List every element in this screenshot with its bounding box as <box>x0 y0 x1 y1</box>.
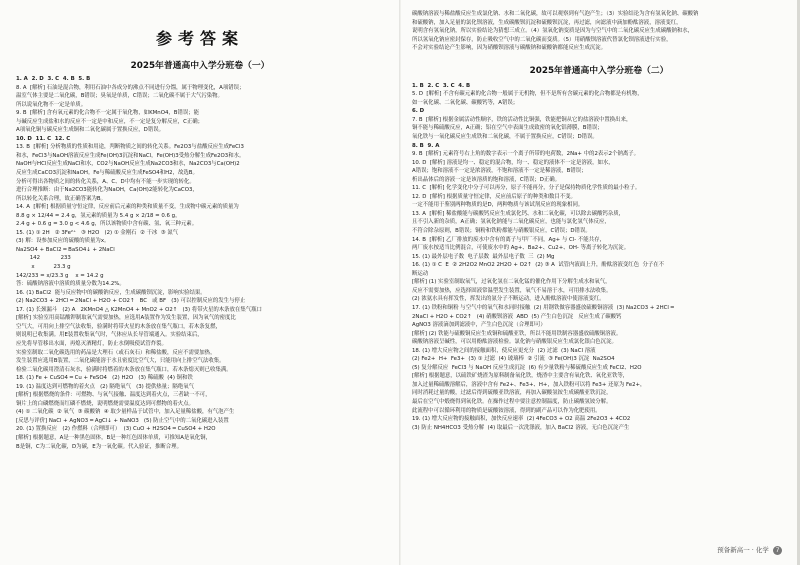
answer-line: 则说明已收集满。用E装置收集氧气时，气体应从长导管端通入。实验结束后， <box>16 332 203 339</box>
answer-line: [反思与评价] NaCl + AgNO3 ═ AgCl↓ + NaNO3 (5) 防止空气中的二氧化碳进入装置 <box>16 417 229 424</box>
answer-line: 9. B [解析] 元素符号右上角的数字表示一个离子所带的电荷数，2Na+ 中的2表示2个钠离子。 <box>412 151 640 158</box>
answer-line: [解析] 实验室用高锰酸钾制取氧气需要加热，应选用A装置作为发生装置，因为氧气的密度比 <box>16 315 236 322</box>
answer-title: 参考答案 <box>155 29 244 48</box>
answer-line: 说明含有氢氧化钠，所以实验结论为猜想三成立。（4）氢氧化钠变质是因为与空气中的二氧化碳反应生成碳酸钠和水， <box>412 28 694 35</box>
answer-line: 一定不能用于鉴别两种物质的是D，两种物质与该试剂反应的现象相同。 <box>412 202 584 209</box>
answer-line: 10. D [解析] 溶液是均一、稳定的混合物，均一、稳定的液体不一定是溶液，如水， <box>412 159 614 166</box>
answer-line: 反应生成CaCO3沉淀和NaOH。Fe与稀硫酸反应生成FeSO4和H2，故选B。 <box>16 170 198 177</box>
answer-line: x 23.3 g <box>16 264 71 271</box>
answer-line: 14. A [解析] 根据质量守恒定律，反应前后元素的种类和质量不变，生成物中碳元素的质量为 <box>16 204 239 211</box>
answer-line: 20. (1) 置换反应 (2) 作燃料（合理即可） (3) CuO + H2SO4 ═ CuSO4 + H2O <box>16 426 216 433</box>
answer-line: 142/233 = x/23.3 g x = 14.2 g <box>16 272 104 279</box>
answer-line: 1. A 2. D 3. C 4. B 5. B <box>16 76 91 82</box>
answer-line: 142 233 <box>16 255 71 262</box>
answer-line: 和硫酸钠，加入足量的氯化钡溶液，生成碳酸钡沉淀和硫酸钡沉淀，再过滤，向滤液中滴加酚酞溶液，溶液变红， <box>412 19 682 26</box>
answer-line: 6. D <box>412 108 425 115</box>
answer-line: [解析] (1) 实验室制取氧气，过氧化氢在二氧化锰的催化作用下分解生成水和氧气， <box>412 279 611 286</box>
answer-line: 1. B 2. C 3. C 4. B <box>412 82 471 89</box>
page-footer <box>717 545 782 555</box>
answer-line: 16. (1) BaCl2 能与反应物中的碳酸钠反应，生成碳酸钡沉淀，影响实验结果。 <box>16 289 206 296</box>
answer-line: 18. (1) Fe + CuSO4 ═ Cu + FeSO4 (2) H2O (3) 稀硫酸 (4) 铜和铁 <box>16 375 193 382</box>
answer-line: 进行合理推断：由于Na2CO3能转化为NaOH，Ca(OH)2能转化为CaCO3， <box>16 187 198 194</box>
answer-line: 16. (1) ① C E ② 2H2O2 MnO2 2H2O + O2↑ (2) ③ A 试管内液面上升，酚酞溶液变红色 分子在不 <box>412 262 665 269</box>
answer-list-1 <box>16 75 384 451</box>
answer-line: (2) 浓氨水具有挥发性，挥发出的氨分子不断运动，进入酚酞溶液中使溶液变红。 <box>412 296 605 303</box>
answer-line: 如一氧化碳、二氧化碳、碳酸钙等，A错误； <box>412 99 519 106</box>
answer-line: 所以氢氧化钠应密封保存，防止吸收空气中的二氧化碳而变质。（5）用硝酸钡溶液代替氯化钡溶液进行实验， <box>412 36 672 43</box>
answer-line: 温室气体主要是二氧化碳，B错误；臭氧是单质，C错误；二氧化碳不属于大气污染物。 <box>16 93 223 100</box>
answer-line: 发生装置应选用B装置，二氧化碳能溶于水且密度比空气大，只能用向上排空气法收集。 <box>16 358 225 365</box>
exam-title-2: 2025年普通高中入学分班卷（二） <box>529 65 669 76</box>
answer-line: 15. (1) ① 2H ② 3Fe²⁺ ③ H2O (2) ① 金刚石 ② 干冰 ③ 氮气 <box>16 229 179 236</box>
answer-line: 19. (1) 增大反应物的接触面积，加快反应速率 (2) 4FeCO3 + O2 高温 2Fe2O3 + 4CO2 <box>412 416 631 423</box>
answer-line: 7. B [解析] 根据金属活动性顺序，铁的活动性比铜强，铁能把铜从它的盐溶液中置换出来， <box>412 116 632 123</box>
answer-line: 碳酸钠溶液与稀盐酸反应生成氯化钠、水和二氧化碳，故可以观察到有气泡产生；（3）实验结论为含有氢氧化钠、碳酸钠 <box>412 11 699 17</box>
answer-line: 同时消耗过量的酸，过滤后得到硫酸亚铁溶液，再加入碳酸氢铵生成碳酸亚铁沉淀， <box>412 390 612 397</box>
answer-line: 9. B [解析] 含有氧元素的化合物不一定属于氧化物，如KMnO4，B错误；能 <box>16 110 200 117</box>
answer-line: [解析] 根据题意，A是一种黑色固体，B是一种红色固体单质，可推知A是氧化铜， <box>16 434 211 441</box>
exam-title-1: 2025年普通高中入学分班卷（一） <box>130 61 270 71</box>
answer-line: 铜不能与稀硫酸反应，A正确；铝在空气中表面生成致密的氧化铝薄膜，B错误； <box>412 125 603 132</box>
answer-line: (2) Fe2+ H+ Fe3+ (3) ① 过滤 (4) 玻璃棒 ② 引流 ③ Fe(OH)3 沉淀 Na2SO4 <box>412 356 615 363</box>
answer-line: 8.8 g × 12/44 = 2.4 g，氢元素的质量为 5.4 g × 2/18 = 0.6 g， <box>16 212 181 219</box>
answer-line: 10. D 11. C 12. C <box>16 135 71 142</box>
answer-line: 13. A [解析] 稀盐酸能与碳酸钙反应生成氯化钙、水和二氧化碳，可以除去碳酸钙杂质， <box>412 210 624 217</box>
answer-line: 此流程中可以循环利用的物质是硫酸铵溶液，得到的副产品可以作为化肥使用。 <box>412 407 601 414</box>
answer-line: (3) 解：设参加反应的硫酸的质量为x。 <box>16 238 110 245</box>
answer-line: 和水，FeCl3与NaOH溶液反应生成Fe(OH)3沉淀和NaCl，Fe(OH)3受热分解生成Fe2O3和水。 <box>16 152 245 159</box>
answer-line: (4) ① 二氧化碳 ② 氧气 ③ 碳酸钠 ④ 取少量样品于试管中，加入足量稀盐酸，有气泡产生 <box>16 409 235 416</box>
answer-line: 15. (1) 最外层电子数 电子层数 最外层电子数 三 (2) Mg <box>412 253 555 260</box>
answer-line: 实验室制取二氧化碳选用的药品是大理石（或石灰石）和稀盐酸，反应不需要加热， <box>16 349 216 356</box>
answer-line: 不会对实验结论产生影响，因为硝酸钡溶液与碳酸钠和硫酸钠都能反应生成沉淀。 <box>412 45 607 52</box>
answer-list-2 <box>412 82 786 432</box>
answer-line: 17. (1) 长颈漏斗 (2) A 2KMnO4 △ K2MnO4 + MnO2 + O2↑ (3) 将带火星的木条放在集气瓶口 <box>16 306 262 313</box>
answer-line: 12. D [解析] 根据质量守恒定律，反应前后原子的种类和数目不变。 <box>412 193 576 200</box>
answer-line: 11. C [解析] 化学变化中分子可以再分，原子不能再分，分子是保持物质化学性质的最小粒子。 <box>412 185 641 192</box>
answer-line: 加入过量稀硫酸溶解后，溶液中含有 Fe2+、Fe3+、H+，加入铁粉可以将 Fe3+ 还原为 Fe2+， <box>412 381 646 388</box>
answer-line: 最后在空气中煅烧得到氧化铁。在操作过程中要注意控制温度，防止碳酸氢铵分解。 <box>412 398 612 405</box>
answer-line: 19. (1) 温度达到可燃物的着火点 (2) 隔绝氧气 (3) 提供热量；隔绝氧气 <box>16 383 194 390</box>
answer-line: 反应不需要加热，应选择固液常温型发生装置，氧气不易溶于水，可用排水法收集。 <box>412 287 612 294</box>
answer-line: 与碱反应生成盐和水的反应不一定是中和反应，不一定是复分解反应，C正确； <box>16 118 204 125</box>
right-page <box>400 0 800 565</box>
answer-line: 分析可得出各物质之间的转化关系，A、C、D中均有不能一步实现的转化。 <box>16 178 195 185</box>
answer-line: (5) 复分解反应 FeCl3 与 NaOH 反应生成沉淀 (6) 有少量铁粉与稀硫酸反应生成 FeCl2、H2O <box>412 364 642 371</box>
answer-line: 17. (1) 铁粉和铜粉 与空气中的氧气和水同时接触 (2) 用钢铁做容器盛放硫酸铜溶液 (3) Na2CO3 + 2HCl ═ <box>412 304 674 311</box>
page-number: 7 <box>773 546 782 555</box>
answer-line: 氧化铁与一氧化碳反应生成铁和二氧化碳，不属于置换反应，C错误；D错误。 <box>412 134 598 141</box>
answer-line: 应先将导管移出水面，再熄灭酒精灯，防止水倒吸使试管炸裂。 <box>16 340 167 347</box>
answer-line: 13. B [解析] 分析物质的性质和用途，判断物质之间的转化关系。Fe2O3与盐酸反应生成FeCl3 <box>16 144 244 151</box>
answer-line: 18. (1) 增大反应物之间的接触面积，使反应更充分 (2) 过滤 (3) NaCl 溶液 <box>412 347 596 354</box>
answer-line: 8. B 9. A <box>412 142 440 149</box>
answer-line: A错误；饱和溶液不一定是浓溶液，不饱和溶液不一定是稀溶液，B错误； <box>412 168 587 175</box>
answer-line: 空气大，可用向上排空气法收集，验满时将带火星的木条放在集气瓶口，若木条复燃， <box>16 323 221 330</box>
continued-analysis <box>412 10 786 53</box>
answer-line: 断运动 <box>412 270 429 277</box>
answer-line: [解析] (2) 铁能与硫酸铜反应生成铜和硫酸亚铁，所以不能用铁制容器盛放硫酸铜溶液。 <box>412 330 622 337</box>
answer-line: 且不引入新的杂质，A正确；氢氧化钠能与二氧化碳反应，也能与氯化氢气体反应， <box>412 219 610 226</box>
answer-line: 所以说氧化物不一定是单质。 <box>16 101 87 108</box>
answer-line: 5. D [解析] 不含有碳元素的化合物一般属于无机物，但不是所有含碳元素的化合物都是有机物， <box>412 91 643 98</box>
answer-line: 两厂废水按适当比例混合，可使废水中的 Ag+、Ba2+、Cu2+、OH- 等离子转化为沉淀。 <box>412 245 630 252</box>
answer-line: 析出晶体后的溶液一定是该溶质的饱和溶液，C错误；D正确。 <box>412 176 561 183</box>
answer-line: 2.4 g + 0.6 g = 3.0 g < 4.6 g，所以该物质中含有碳、氢、氧三种元素。 <box>16 221 198 228</box>
answer-line: [解析] 根据燃烧的条件：可燃物、与氧气接触、温度达到着火点，三者缺一不可， <box>16 392 211 399</box>
answer-line: (3) 防止 NH4HCO3 受热分解 (4) 取最后一次洗涤液，加入 BaCl2 溶液，无白色沉淀产生 <box>412 424 630 431</box>
answer-line: [解析] 根据题意，以硫铁矿烧渣为原料制备氧化铁，烧渣中主要含有氧化铁、氧化亚铁等， <box>412 373 629 380</box>
answer-line: 14. B [解析] 乙厂排放的废水中含有的离子与甲厂不同，Ag+ 与 Cl- 不能共存， <box>412 236 605 243</box>
answer-line: 答：硫酸钠溶液中溶质的质量分数为14.2%。 <box>16 281 125 288</box>
answer-line: AgNO3 溶液滴加到滤液中，产生白色沉淀（合理即可） <box>412 322 546 329</box>
answer-line: 所以转化关系合理，故正确答案为B。 <box>16 195 106 202</box>
answer-line: Na2SO4 + BaCl2 ═ BaSO4↓ + 2NaCl <box>16 246 115 253</box>
answer-line: (2) Na2CO3 + 2HCl ═ 2NaCl + H2O + CO2↑ BC 或 BF (3) 可以控制反应的发生与停止 <box>16 298 246 305</box>
answer-line: A项氧化铜与碳反应生成铜和二氧化碳属于置换反应，D错误。 <box>16 127 164 134</box>
answer-line: B是铜，C为二氧化碳，D为碳，E为一氧化碳。代入验证，推断合理。 <box>16 443 182 450</box>
right-column <box>400 0 800 565</box>
answer-line: NaOH与HCl反应生成NaCl和水，CO2与NaOH反应生成Na2CO3和水，Na2CO3与Ca(OH)2 <box>16 161 240 168</box>
answer-line: 8. A [解析] 石油是混合物，利用石油中各成分的沸点不同进行分馏，属于物理变化，A项错误； <box>16 84 245 91</box>
answer-line: 不符合除杂原则，B错误；铜粉和铁粉都能与硝酸银反应，C错误；D错误。 <box>412 228 591 235</box>
answer-line: 检验二氧化碳用澄清石灰水，验满时将燃着的木条放在集气瓶口，若木条熄灭则已收集满。 <box>16 366 232 373</box>
answer-line: 2NaCl + H2O + CO2↑ (4) 硝酸钡溶液 ABD (5) 产生白色沉淀 反应生成了碳酸钙 <box>412 313 622 320</box>
footer-text: 预备新高一 · 化学 <box>717 546 769 554</box>
answer-line: 铜片上的白磷燃烧而红磷不燃烧，说明燃烧需要温度达到可燃物的着火点。 <box>16 400 194 407</box>
answer-line: 碳酸钠溶液呈碱性，可以用酚酞溶液检验。氯化钠与硝酸银反应生成氯化银白色沉淀。 <box>412 339 617 346</box>
